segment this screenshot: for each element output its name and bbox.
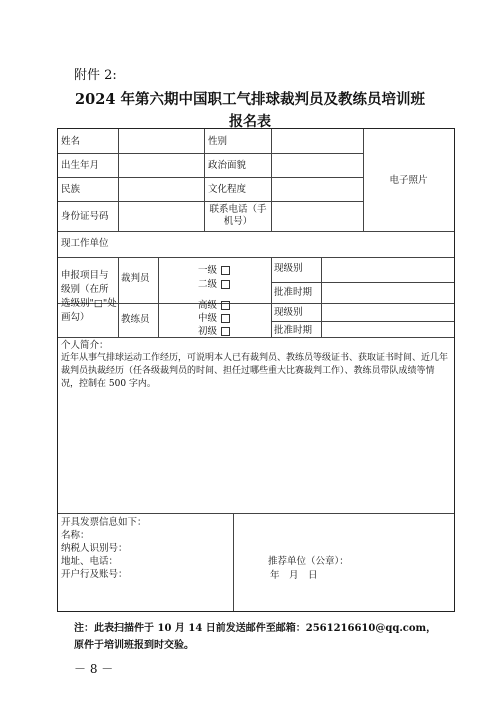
coach-level-1[interactable] <box>198 300 230 312</box>
idno-label: 身份证号码 <box>61 211 109 222</box>
name-label: 姓名 <box>61 136 81 147</box>
apply-label: 申报项目与级别（在所选级别"□"处画勾） <box>61 270 117 323</box>
footer-note-line-1: 注：此表扫描件于 10 月 14 日前发送邮件至邮箱：2561216610@qq.com， <box>74 623 437 634</box>
coach-level-3-label: 初级 <box>198 326 218 337</box>
referee-label: 裁判员 <box>121 273 150 284</box>
phone-label: 联系电话（手机号） <box>209 204 267 227</box>
ref-level-2-label: 二级 <box>198 279 218 290</box>
ref-level-2-checkbox[interactable] <box>221 280 230 289</box>
ref-approve-label: 批准时期 <box>274 287 313 298</box>
invoice-name-label: 名称： <box>61 530 90 541</box>
coach-level-2[interactable] <box>198 313 230 325</box>
ethnic-label: 民族 <box>61 184 81 195</box>
page-number: － 8 － <box>74 662 114 676</box>
coach-level-3[interactable] <box>198 326 230 338</box>
ref-level-1-checkbox[interactable] <box>221 266 230 275</box>
coach-label: 教练员 <box>121 314 150 325</box>
education-label: 文化程度 <box>208 184 247 195</box>
coach-cur-level-label: 现级别 <box>274 307 303 318</box>
intro-text: 近年从事气排球运动工作经历，可说明本人已有裁判员、教练员等级证书、获取证书时间、近几年裁判员执裁经历（任各级裁判员的时间、担任过哪些重大比赛裁判工作）、教练员带队成绩等情况，控制在 500 字内。 <box>61 353 449 389</box>
recommender-label: 推荐单位（公章）： <box>268 556 349 567</box>
footer-note-line-2: 原件于培训班报到时交验。 <box>74 640 194 651</box>
form-title: 2024 年第六期中国职工气排球裁判员及教练员培训班 <box>75 91 425 108</box>
ref-level-1-label: 一级 <box>198 265 218 276</box>
intro-title: 个人简介： <box>61 340 109 351</box>
invoice-bank-label: 开户行及账号： <box>61 569 128 580</box>
ref-cur-level-label: 现级别 <box>274 263 303 274</box>
invoice-taxid-label: 纳税人识别号： <box>61 543 128 554</box>
coach-approve-label: 批准时期 <box>274 325 313 336</box>
political-label: 政治面貌 <box>208 160 247 171</box>
footer-note <box>74 620 436 654</box>
date-label: 年 月 日 <box>270 570 318 581</box>
invoice-title: 开具发票信息如下： <box>61 517 147 528</box>
ref-level-1[interactable] <box>198 265 230 277</box>
birth-label: 出生年月 <box>61 160 100 171</box>
form-subtitle: 报名表 <box>229 114 271 130</box>
gender-label: 性别 <box>208 136 228 147</box>
invoice-address-label: 地址、电话： <box>61 556 119 567</box>
attachment-label: 附件 2: <box>74 68 117 83</box>
workunit-label: 现工作单位 <box>61 238 109 249</box>
coach-level-1-label: 高级 <box>198 300 218 311</box>
coach-level-1-checkbox[interactable] <box>221 301 230 310</box>
coach-level-2-checkbox[interactable] <box>221 314 230 323</box>
coach-level-2-label: 中级 <box>198 313 218 324</box>
photo-label: 电子照片 <box>389 175 428 186</box>
coach-level-3-checkbox[interactable] <box>221 327 230 336</box>
registration-form <box>57 128 455 612</box>
ref-level-2[interactable] <box>198 279 230 291</box>
